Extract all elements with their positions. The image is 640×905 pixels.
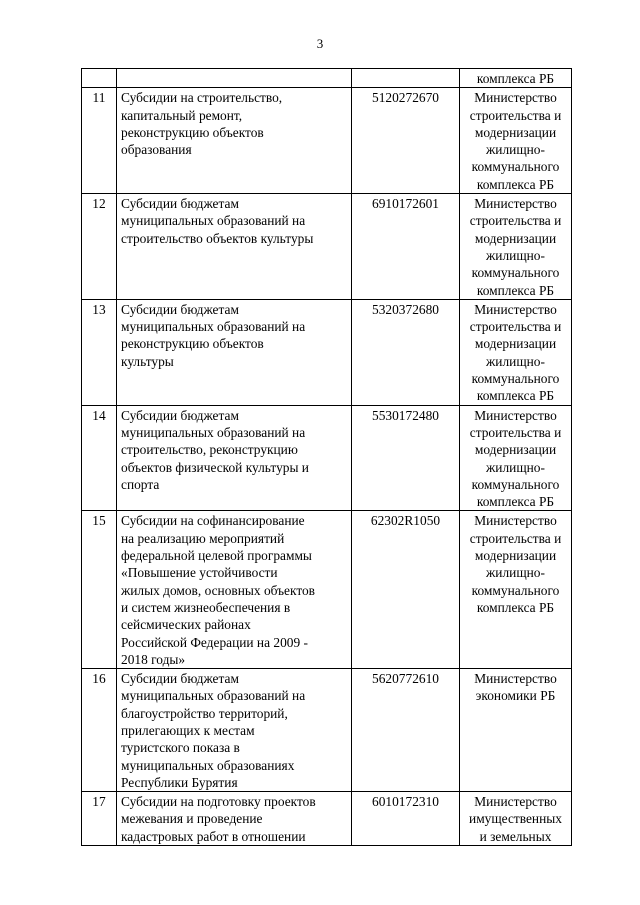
subsidy-name-line: Субсидии на подготовку проектов	[121, 794, 316, 810]
budget-code-cell: 5620772610	[352, 669, 460, 792]
table-row	[82, 88, 572, 194]
ministry-line: и земельных	[479, 828, 552, 844]
subsidy-name-line: реконструкцию объектов	[121, 336, 264, 352]
ministry-line: экономики РБ	[475, 688, 556, 704]
subsidy-name-line: 2018 годы»	[121, 651, 186, 667]
ministry-line: строительства и	[469, 424, 562, 440]
subsidy-name-line: капитальный ремонт,	[121, 107, 243, 123]
ministry-cell	[460, 69, 572, 88]
ministry-line: модернизации	[474, 548, 557, 564]
subsidy-name-cell	[117, 669, 352, 792]
ministry-line: комплекса РБ	[476, 388, 555, 404]
subsidy-name-line: спорта	[121, 476, 160, 492]
subsidy-name-line: Субсидии бюджетам	[121, 671, 239, 687]
ministry-line: комплекса РБ	[476, 282, 555, 298]
subsidy-name-line: Субсидии на софинансирование	[121, 513, 305, 529]
table-row-continuation	[82, 69, 572, 88]
subsidy-name-line: Субсидии бюджетам	[121, 196, 239, 212]
ministry-line: коммунального	[471, 371, 560, 387]
row-number-cell: 12	[82, 194, 117, 300]
subsidy-name-line: культуры	[121, 353, 174, 369]
ministry-cell	[460, 511, 572, 669]
ministry-line: модернизации	[474, 124, 557, 140]
ministry-cell	[460, 405, 572, 511]
ministry-line: строительства и	[469, 530, 562, 546]
ministry-line: жилищно-	[486, 353, 545, 369]
subsidy-name-line: благоустройство территорий,	[121, 705, 288, 721]
subsidy-name-line: и систем жизнеобеспечения в	[121, 599, 291, 615]
table-row	[82, 792, 572, 846]
ministry-line: коммунального	[471, 159, 560, 175]
row-number-cell: 14	[82, 405, 117, 511]
ministry-cell	[460, 299, 572, 405]
subsidy-name-line: объектов физической культуры и	[121, 459, 309, 475]
ministry-line: коммунального	[471, 265, 560, 281]
subsidy-name-line: муниципальных образований на	[121, 319, 306, 335]
ministry-line: комплекса РБ	[476, 599, 555, 615]
budget-code-cell: 5120272670	[352, 88, 460, 194]
subsidy-name-line: образования	[121, 142, 192, 158]
table-row	[82, 299, 572, 405]
ministry-line: Министерство	[474, 90, 557, 106]
ministry-line: Министерство	[474, 671, 557, 687]
subsidy-name-cell	[117, 69, 352, 88]
row-number-cell: 17	[82, 792, 117, 846]
ministry-line: Министерство	[474, 513, 557, 529]
subsidy-name-line: Республики Бурятия	[121, 774, 238, 790]
ministry-line: строительства и	[469, 213, 562, 229]
ministry-cell	[460, 792, 572, 846]
row-number-cell: 15	[82, 511, 117, 669]
ministry-line: Министерство	[474, 301, 557, 317]
ministry-line: имущественных	[469, 811, 562, 827]
ministry-line: модернизации	[474, 442, 557, 458]
subsidy-name-line: муниципальных образованиях	[121, 757, 295, 773]
subsidy-name-cell	[117, 511, 352, 669]
budget-code-cell: 62302R1050	[352, 511, 460, 669]
subsidy-name-line: муниципальных образований на	[121, 688, 306, 704]
ministry-line: жилищно-	[486, 459, 545, 475]
ministry-line: жилищно-	[486, 565, 545, 581]
budget-code-cell: 5320372680	[352, 299, 460, 405]
subsidy-name-line: реконструкцию объектов	[121, 124, 264, 140]
subsidy-name-line: Субсидии на строительство,	[121, 90, 283, 106]
subsidy-name-line: федеральной целевой программы	[121, 548, 312, 564]
budget-code-cell: 5530172480	[352, 405, 460, 511]
subsidy-name-line: межевания и проведение	[121, 811, 263, 827]
row-number-cell	[82, 69, 117, 88]
ministry-line: модернизации	[474, 336, 557, 352]
ministry-line: коммунального	[471, 476, 560, 492]
ministry-line: коммунального	[471, 582, 560, 598]
ministry-line: Министерство	[474, 407, 557, 423]
page-number: 3	[316, 36, 324, 51]
subsidy-name-cell	[117, 88, 352, 194]
ministry-line: жилищно-	[486, 142, 545, 158]
row-number-cell: 16	[82, 669, 117, 792]
subsidy-name-cell	[117, 405, 352, 511]
ministry-line: строительства и	[469, 319, 562, 335]
subsidy-name-line: Субсидии бюджетам	[121, 407, 239, 423]
subsidy-name-line: сейсмических районах	[121, 617, 251, 633]
table-row	[82, 405, 572, 511]
subsidy-name-line: муниципальных образований на	[121, 213, 306, 229]
ministry-line: комплекса РБ	[476, 71, 555, 86]
ministry-cell	[460, 194, 572, 300]
table-row	[82, 511, 572, 669]
ministry-line: строительства и	[469, 107, 562, 123]
subsidy-name-line: «Повышение устойчивости	[121, 565, 278, 581]
ministry-line: Министерство	[474, 196, 557, 212]
row-number-cell: 13	[82, 299, 117, 405]
subsidy-name-line: строительство объектов культуры	[121, 230, 314, 246]
ministry-line: жилищно-	[486, 247, 545, 263]
table-body	[82, 69, 572, 846]
subsidy-name-cell	[117, 792, 352, 846]
subsidy-name-line: на реализацию мероприятий	[121, 530, 285, 546]
subsidy-name-line: жилых домов, основных объектов	[121, 582, 316, 598]
table-row	[82, 194, 572, 300]
row-number-cell: 11	[82, 88, 117, 194]
subsidies-table	[81, 68, 572, 846]
subsidy-name-line: муниципальных образований на	[121, 424, 306, 440]
subsidy-name-cell	[117, 194, 352, 300]
ministry-line: комплекса РБ	[476, 176, 555, 192]
ministry-cell	[460, 669, 572, 792]
subsidy-name-line: Субсидии бюджетам	[121, 301, 239, 317]
subsidy-name-line: туристского показа в	[121, 740, 240, 756]
budget-code-cell: 6010172310	[352, 792, 460, 846]
table-row	[82, 669, 572, 792]
ministry-line: Министерство	[474, 794, 557, 810]
subsidy-name-line: Российской Федерации на 2009 -	[121, 634, 308, 650]
ministry-cell	[460, 88, 572, 194]
budget-code-cell: 6910172601	[352, 194, 460, 300]
subsidy-name-cell	[117, 299, 352, 405]
ministry-line: модернизации	[474, 230, 557, 246]
subsidy-name-line: строительство, реконструкцию	[121, 442, 298, 458]
subsidy-name-line: прилегающих к местам	[121, 722, 255, 738]
subsidy-name-line: кадастровых работ в отношении	[121, 828, 306, 844]
budget-code-cell	[352, 69, 460, 88]
ministry-line: комплекса РБ	[476, 494, 555, 510]
